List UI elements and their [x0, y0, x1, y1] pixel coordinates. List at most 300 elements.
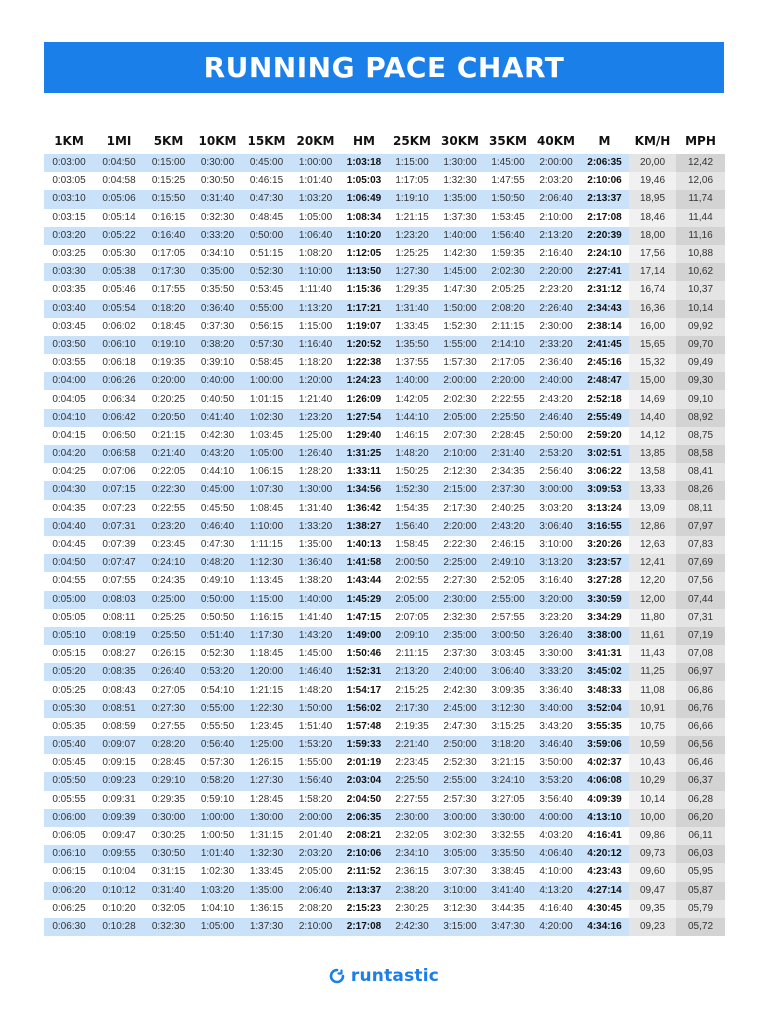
cell-5km: 0:30:00 — [144, 809, 193, 827]
column-header-20km: 20KM — [296, 134, 335, 148]
cell-20km: 1:25:00 — [291, 427, 340, 445]
cell-20km: 1:58:20 — [291, 791, 340, 809]
cell-15km: 0:52:30 — [242, 263, 291, 281]
cell-10km: 0:46:40 — [193, 518, 242, 536]
cell-30km: 1:42:30 — [436, 245, 484, 263]
cell-20km: 1:05:00 — [291, 209, 340, 227]
cell-25km: 2:17:30 — [388, 700, 436, 718]
cell-15km: 0:51:15 — [242, 245, 291, 263]
cell-mph: 06,11 — [676, 827, 725, 845]
cell-km-h: 15,65 — [629, 336, 676, 354]
cell-mph: 09,30 — [676, 372, 725, 390]
cell-1km: 0:05:05 — [44, 609, 94, 627]
cell-m: 2:20:39 — [580, 227, 629, 245]
cell-mph: 09,10 — [676, 390, 725, 408]
cell-hm: 1:27:54 — [340, 409, 388, 427]
table-row — [44, 809, 725, 827]
cell-35km: 1:47:55 — [484, 172, 532, 190]
cell-1mi: 0:06:18 — [94, 354, 144, 372]
cell-20km: 1:38:20 — [291, 572, 340, 590]
cell-m: 3:34:29 — [580, 609, 629, 627]
cell-1mi: 0:08:51 — [94, 700, 144, 718]
cell-25km: 1:17:05 — [388, 172, 436, 190]
table-row — [44, 882, 725, 900]
cell-m: 2:59:20 — [580, 427, 629, 445]
cell-1mi: 0:07:55 — [94, 572, 144, 590]
cell-30km: 3:07:30 — [436, 863, 484, 881]
cell-hm: 1:43:44 — [340, 572, 388, 590]
cell-m: 3:48:33 — [580, 681, 629, 699]
cell-m: 2:52:18 — [580, 390, 629, 408]
table-row — [44, 427, 725, 445]
cell-10km: 0:49:10 — [193, 572, 242, 590]
cell-30km: 1:37:30 — [436, 209, 484, 227]
cell-hm: 2:15:23 — [340, 900, 388, 918]
cell-20km: 1:55:00 — [291, 754, 340, 772]
cell-km-h: 10,59 — [629, 736, 676, 754]
cell-hm: 2:04:50 — [340, 791, 388, 809]
cell-1mi: 0:10:28 — [94, 918, 144, 936]
cell-35km: 2:55:00 — [484, 591, 532, 609]
cell-20km: 1:28:20 — [291, 463, 340, 481]
table-row — [44, 536, 725, 554]
table-row — [44, 863, 725, 881]
cell-1mi: 0:08:11 — [94, 609, 144, 627]
cell-1mi: 0:07:23 — [94, 500, 144, 518]
cell-10km: 0:42:30 — [193, 427, 242, 445]
cell-1km: 0:04:35 — [44, 500, 94, 518]
cell-40km: 2:23:20 — [532, 281, 580, 299]
cell-10km: 0:48:20 — [193, 554, 242, 572]
cell-km-h: 11,61 — [629, 627, 676, 645]
cell-10km: 0:39:10 — [193, 354, 242, 372]
cell-15km: 0:57:30 — [242, 336, 291, 354]
cell-hm: 1:24:23 — [340, 372, 388, 390]
cell-15km: 1:27:30 — [242, 772, 291, 790]
cell-40km: 3:10:00 — [532, 536, 580, 554]
cell-35km: 2:08:20 — [484, 300, 532, 318]
table-row — [44, 518, 725, 536]
cell-35km: 1:50:50 — [484, 190, 532, 208]
cell-30km: 2:00:00 — [436, 372, 484, 390]
cell-1km: 0:03:15 — [44, 209, 94, 227]
cell-m: 2:17:08 — [580, 209, 629, 227]
cell-m: 3:13:24 — [580, 500, 629, 518]
cell-30km: 2:07:30 — [436, 427, 484, 445]
cell-hm: 1:12:05 — [340, 245, 388, 263]
cell-25km: 2:34:10 — [388, 845, 436, 863]
column-header-30km: 30KM — [441, 134, 479, 148]
cell-30km: 2:40:00 — [436, 663, 484, 681]
cell-35km: 3:15:25 — [484, 718, 532, 736]
cell-m: 2:31:12 — [580, 281, 629, 299]
cell-hm: 2:03:04 — [340, 772, 388, 790]
table-row — [44, 154, 725, 172]
cell-km-h: 18,46 — [629, 209, 676, 227]
cell-1mi: 0:06:50 — [94, 427, 144, 445]
cell-hm: 1:13:50 — [340, 263, 388, 281]
cell-m: 2:13:37 — [580, 190, 629, 208]
cell-40km: 2:13:20 — [532, 227, 580, 245]
cell-10km: 0:57:30 — [193, 754, 242, 772]
cell-15km: 1:01:15 — [242, 390, 291, 408]
cell-hm: 1:34:56 — [340, 481, 388, 499]
cell-hm: 1:22:38 — [340, 354, 388, 372]
table-row — [44, 900, 725, 918]
cell-m: 3:55:35 — [580, 718, 629, 736]
column-header-10km: 10KM — [198, 134, 237, 148]
table-row — [44, 736, 725, 754]
cell-km-h: 16,00 — [629, 318, 676, 336]
cell-1mi: 0:07:06 — [94, 463, 144, 481]
cell-m: 4:27:14 — [580, 882, 629, 900]
column-header-5km: 5KM — [153, 134, 184, 148]
cell-m: 4:02:37 — [580, 754, 629, 772]
cell-5km: 0:19:10 — [144, 336, 193, 354]
cell-20km: 1:11:40 — [291, 281, 340, 299]
cell-1km: 0:05:35 — [44, 718, 94, 736]
cell-mph: 11,44 — [676, 209, 725, 227]
cell-10km: 1:04:10 — [193, 900, 242, 918]
cell-km-h: 14,12 — [629, 427, 676, 445]
cell-5km: 0:31:15 — [144, 863, 193, 881]
cell-25km: 1:25:25 — [388, 245, 436, 263]
cell-10km: 0:37:30 — [193, 318, 242, 336]
cell-hm: 1:57:48 — [340, 718, 388, 736]
cell-5km: 0:29:10 — [144, 772, 193, 790]
cell-hm: 1:26:09 — [340, 390, 388, 408]
cell-1km: 0:03:35 — [44, 281, 94, 299]
cell-1km: 0:05:40 — [44, 736, 94, 754]
cell-30km: 2:37:30 — [436, 645, 484, 663]
cell-mph: 11,16 — [676, 227, 725, 245]
cell-30km: 2:55:00 — [436, 772, 484, 790]
cell-35km: 1:59:35 — [484, 245, 532, 263]
cell-10km: 0:36:40 — [193, 300, 242, 318]
cell-30km: 2:42:30 — [436, 681, 484, 699]
cell-20km: 1:36:40 — [291, 554, 340, 572]
cell-5km: 0:15:00 — [144, 154, 193, 172]
cell-30km: 2:45:00 — [436, 700, 484, 718]
cell-10km: 0:52:30 — [193, 645, 242, 663]
cell-1km: 0:03:50 — [44, 336, 94, 354]
cell-35km: 2:37:30 — [484, 481, 532, 499]
cell-40km: 3:50:00 — [532, 754, 580, 772]
column-header-hm: HM — [353, 134, 375, 148]
cell-20km: 1:26:40 — [291, 445, 340, 463]
cell-hm: 2:13:37 — [340, 882, 388, 900]
cell-30km: 1:35:00 — [436, 190, 484, 208]
cell-1mi: 0:05:30 — [94, 245, 144, 263]
cell-35km: 3:32:55 — [484, 827, 532, 845]
cell-hm: 1:36:42 — [340, 500, 388, 518]
cell-1mi: 0:07:47 — [94, 554, 144, 572]
cell-20km: 1:18:20 — [291, 354, 340, 372]
cell-1mi: 0:08:43 — [94, 681, 144, 699]
column-header-25km: 25KM — [393, 134, 431, 148]
column-header-1mi: 1MI — [106, 134, 132, 148]
cell-25km: 1:19:10 — [388, 190, 436, 208]
cell-mph: 06,66 — [676, 718, 725, 736]
cell-m: 3:52:04 — [580, 700, 629, 718]
table-row — [44, 245, 725, 263]
cell-km-h: 17,56 — [629, 245, 676, 263]
table-row — [44, 554, 725, 572]
cell-20km: 1:46:40 — [291, 663, 340, 681]
table-row — [44, 918, 725, 936]
cell-1mi: 0:09:31 — [94, 791, 144, 809]
cell-km-h: 09,23 — [629, 918, 676, 936]
cell-1km: 0:03:10 — [44, 190, 94, 208]
cell-km-h: 09,35 — [629, 900, 676, 918]
table-row — [44, 172, 725, 190]
cell-35km: 2:22:55 — [484, 390, 532, 408]
cell-30km: 3:15:00 — [436, 918, 484, 936]
cell-1mi: 0:05:14 — [94, 209, 144, 227]
cell-mph: 05,79 — [676, 900, 725, 918]
cell-m: 2:34:43 — [580, 300, 629, 318]
cell-1mi: 0:04:58 — [94, 172, 144, 190]
cell-15km: 1:15:00 — [242, 591, 291, 609]
cell-10km: 1:00:50 — [193, 827, 242, 845]
cell-1km: 0:06:10 — [44, 845, 94, 863]
cell-1km: 0:05:30 — [44, 700, 94, 718]
cell-10km: 0:47:30 — [193, 536, 242, 554]
cell-35km: 3:30:00 — [484, 809, 532, 827]
cell-15km: 1:00:00 — [242, 372, 291, 390]
cell-40km: 3:53:20 — [532, 772, 580, 790]
pace-table — [44, 128, 725, 936]
cell-10km: 1:00:00 — [193, 809, 242, 827]
cell-1km: 0:04:25 — [44, 463, 94, 481]
column-header-35km: 35KM — [489, 134, 527, 148]
cell-40km: 2:06:40 — [532, 190, 580, 208]
cell-1km: 0:04:40 — [44, 518, 94, 536]
cell-1km: 0:06:30 — [44, 918, 94, 936]
cell-mph: 08,11 — [676, 500, 725, 518]
cell-m: 3:38:00 — [580, 627, 629, 645]
cell-25km: 2:13:20 — [388, 663, 436, 681]
cell-1mi: 0:08:35 — [94, 663, 144, 681]
cell-30km: 1:47:30 — [436, 281, 484, 299]
cell-20km: 2:01:40 — [291, 827, 340, 845]
table-row — [44, 336, 725, 354]
cell-15km: 1:32:30 — [242, 845, 291, 863]
cell-40km: 3:26:40 — [532, 627, 580, 645]
cell-25km: 2:09:10 — [388, 627, 436, 645]
cell-1mi: 0:09:47 — [94, 827, 144, 845]
cell-m: 2:24:10 — [580, 245, 629, 263]
cell-30km: 3:05:00 — [436, 845, 484, 863]
cell-30km: 2:17:30 — [436, 500, 484, 518]
cell-35km: 3:00:50 — [484, 627, 532, 645]
cell-km-h: 10,91 — [629, 700, 676, 718]
table-row — [44, 481, 725, 499]
cell-15km: 1:35:00 — [242, 882, 291, 900]
cell-35km: 3:03:45 — [484, 645, 532, 663]
cell-5km: 0:15:50 — [144, 190, 193, 208]
cell-mph: 08,26 — [676, 481, 725, 499]
cell-m: 4:06:08 — [580, 772, 629, 790]
cell-10km: 1:02:30 — [193, 863, 242, 881]
cell-mph: 05,72 — [676, 918, 725, 936]
cell-km-h: 12,20 — [629, 572, 676, 590]
cell-1mi: 0:07:39 — [94, 536, 144, 554]
cell-40km: 2:33:20 — [532, 336, 580, 354]
cell-hm: 1:33:11 — [340, 463, 388, 481]
table-row — [44, 318, 725, 336]
cell-30km: 2:15:00 — [436, 481, 484, 499]
cell-15km: 1:21:15 — [242, 681, 291, 699]
cell-35km: 1:56:40 — [484, 227, 532, 245]
cell-mph: 10,14 — [676, 300, 725, 318]
cell-m: 4:23:43 — [580, 863, 629, 881]
cell-35km: 1:45:00 — [484, 154, 532, 172]
cell-25km: 1:54:35 — [388, 500, 436, 518]
cell-5km: 0:26:15 — [144, 645, 193, 663]
cell-10km: 0:55:50 — [193, 718, 242, 736]
cell-30km: 1:40:00 — [436, 227, 484, 245]
cell-hm: 1:08:34 — [340, 209, 388, 227]
cell-hm: 2:01:19 — [340, 754, 388, 772]
cell-35km: 3:38:45 — [484, 863, 532, 881]
brand-name: runtastic — [350, 966, 440, 986]
cell-40km: 4:16:40 — [532, 900, 580, 918]
cell-30km: 1:50:00 — [436, 300, 484, 318]
cell-40km: 2:46:40 — [532, 409, 580, 427]
cell-20km: 1:51:40 — [291, 718, 340, 736]
cell-15km: 1:33:45 — [242, 863, 291, 881]
cell-hm: 1:17:21 — [340, 300, 388, 318]
cell-20km: 1:30:00 — [291, 481, 340, 499]
cell-15km: 0:50:00 — [242, 227, 291, 245]
cell-mph: 07,83 — [676, 536, 725, 554]
table-row — [44, 227, 725, 245]
cell-m: 4:13:10 — [580, 809, 629, 827]
cell-km-h: 11,25 — [629, 663, 676, 681]
cell-20km: 1:53:20 — [291, 736, 340, 754]
cell-15km: 1:05:00 — [242, 445, 291, 463]
cell-15km: 1:30:00 — [242, 809, 291, 827]
cell-mph: 07,31 — [676, 609, 725, 627]
cell-mph: 09,92 — [676, 318, 725, 336]
cell-m: 2:55:49 — [580, 409, 629, 427]
cell-20km: 2:06:40 — [291, 882, 340, 900]
cell-5km: 0:28:20 — [144, 736, 193, 754]
cell-35km: 2:49:10 — [484, 554, 532, 572]
cell-15km: 1:28:45 — [242, 791, 291, 809]
cell-m: 2:38:14 — [580, 318, 629, 336]
cell-km-h: 12,00 — [629, 591, 676, 609]
cell-1km: 0:03:55 — [44, 354, 94, 372]
cell-40km: 2:56:40 — [532, 463, 580, 481]
cell-1km: 0:03:25 — [44, 245, 94, 263]
cell-1km: 0:05:10 — [44, 627, 94, 645]
cell-35km: 2:40:25 — [484, 500, 532, 518]
cell-5km: 0:17:05 — [144, 245, 193, 263]
cell-30km: 1:32:30 — [436, 172, 484, 190]
cell-10km: 0:43:20 — [193, 445, 242, 463]
cell-25km: 2:11:15 — [388, 645, 436, 663]
cell-20km: 1:31:40 — [291, 500, 340, 518]
cell-1mi: 0:10:04 — [94, 863, 144, 881]
cell-30km: 2:57:30 — [436, 791, 484, 809]
cell-1mi: 0:05:54 — [94, 300, 144, 318]
cell-15km: 0:47:30 — [242, 190, 291, 208]
cell-25km: 2:05:00 — [388, 591, 436, 609]
cell-hm: 1:40:13 — [340, 536, 388, 554]
cell-5km: 0:20:25 — [144, 390, 193, 408]
cell-25km: 1:29:35 — [388, 281, 436, 299]
cell-40km: 3:03:20 — [532, 500, 580, 518]
cell-15km: 1:08:45 — [242, 500, 291, 518]
column-header-m: M — [598, 134, 611, 148]
cell-m: 4:34:16 — [580, 918, 629, 936]
cell-40km: 4:20:00 — [532, 918, 580, 936]
cell-1mi: 0:05:38 — [94, 263, 144, 281]
cell-15km: 1:13:45 — [242, 572, 291, 590]
cell-15km: 0:48:45 — [242, 209, 291, 227]
cell-5km: 0:28:45 — [144, 754, 193, 772]
cell-20km: 1:23:20 — [291, 409, 340, 427]
cell-hm: 1:20:52 — [340, 336, 388, 354]
cell-hm: 1:06:49 — [340, 190, 388, 208]
table-row — [44, 354, 725, 372]
cell-10km: 0:58:20 — [193, 772, 242, 790]
cell-hm: 1:54:17 — [340, 681, 388, 699]
cell-10km: 0:30:00 — [193, 154, 242, 172]
cell-25km: 2:25:50 — [388, 772, 436, 790]
cell-1km: 0:04:55 — [44, 572, 94, 590]
cell-km-h: 16,74 — [629, 281, 676, 299]
cell-20km: 1:03:20 — [291, 190, 340, 208]
column-header-1km: 1KM — [54, 134, 84, 148]
cell-40km: 3:23:20 — [532, 609, 580, 627]
cell-15km: 1:17:30 — [242, 627, 291, 645]
cell-mph: 06,76 — [676, 700, 725, 718]
cell-30km: 2:30:00 — [436, 591, 484, 609]
cell-35km: 2:52:05 — [484, 572, 532, 590]
cell-20km: 1:16:40 — [291, 336, 340, 354]
table-row — [44, 772, 725, 790]
cell-40km: 4:06:40 — [532, 845, 580, 863]
cell-5km: 0:31:40 — [144, 882, 193, 900]
cell-1mi: 0:06:02 — [94, 318, 144, 336]
cell-15km: 1:26:15 — [242, 754, 291, 772]
table-row — [44, 718, 725, 736]
cell-1km: 0:03:05 — [44, 172, 94, 190]
cell-30km: 1:57:30 — [436, 354, 484, 372]
cell-mph: 07,97 — [676, 518, 725, 536]
cell-25km: 2:07:05 — [388, 609, 436, 627]
cell-15km: 1:03:45 — [242, 427, 291, 445]
cell-km-h: 11,08 — [629, 681, 676, 699]
cell-1mi: 0:06:34 — [94, 390, 144, 408]
cell-40km: 3:56:40 — [532, 791, 580, 809]
cell-5km: 0:30:25 — [144, 827, 193, 845]
cell-40km: 2:20:00 — [532, 263, 580, 281]
cell-mph: 05,95 — [676, 863, 725, 881]
cell-30km: 2:10:00 — [436, 445, 484, 463]
cell-30km: 1:52:30 — [436, 318, 484, 336]
cell-20km: 1:48:20 — [291, 681, 340, 699]
cell-20km: 2:05:00 — [291, 863, 340, 881]
cell-km-h: 12,86 — [629, 518, 676, 536]
cell-1km: 0:06:00 — [44, 809, 94, 827]
cell-1mi: 0:06:42 — [94, 409, 144, 427]
cell-15km: 1:10:00 — [242, 518, 291, 536]
cell-35km: 3:41:40 — [484, 882, 532, 900]
